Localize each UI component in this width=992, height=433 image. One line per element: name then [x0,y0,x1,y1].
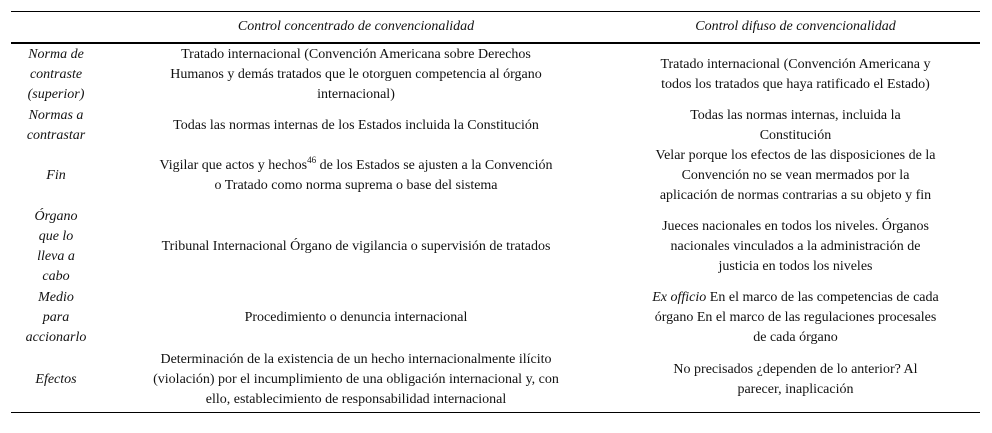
label-line: (superior) [27,87,85,102]
cell-concentrado [101,348,611,413]
text-line: (violación) por el incumplimiento de una obligación internacional y, con [153,372,559,387]
cell-difuso [611,288,980,348]
text-line: Todas las normas internas de los Estados incluida la Constitución [173,118,539,133]
text-line: No precisados ¿dependen de lo anterior? Al [673,362,918,377]
italic-term: Ex officio [652,290,707,305]
row-label-medio [11,288,101,348]
label-line: Normas a [28,108,84,123]
text-line: ello, establecimiento de responsabilidad internacional [205,392,507,407]
text-line: o Tratado como norma suprema o base del sistema [214,178,498,193]
text-fragment: Vigilar que actos y hechos [159,158,308,173]
label-line: contraste [29,67,83,82]
text-line: nacionales vinculados a la administración de [670,239,921,254]
text-line: parecer, inaplicación [737,382,854,397]
label-line: contrastar [26,128,86,143]
text-line: Constitución [759,128,832,143]
text-line: Determinación de la existencia de un hecho internacionalmente ilícito [160,352,552,367]
cell-concentrado [101,43,611,106]
cell-difuso [611,43,980,106]
footnote-marker: 46 [307,155,317,165]
text-line: aplicación de normas contrarias a su objeto y fin [659,188,932,203]
text-line: de cada órgano [753,330,838,345]
label-line: que lo [38,229,74,244]
row-label-efectos [11,348,101,413]
text-line: Procedimiento o denuncia internacional [244,310,468,325]
label-line: Efectos [35,372,77,387]
row-label-fin [11,146,101,206]
text-line: justicia en todos los niveles [718,259,873,274]
text-line: Convención no se vean mermados por la [681,168,910,183]
table-row [11,206,980,288]
cell-concentrado [101,106,611,146]
label-line: cabo [42,269,70,284]
cell-difuso [611,348,980,413]
table-row [11,288,980,348]
row-label-normas-a-contrastar [11,106,101,146]
row-label-norma-de-contraste [11,43,101,106]
label-line: para [42,310,70,325]
label-line: lleva a [37,249,75,264]
header-concentrado: Control concentrado de convencionalidad [237,19,475,34]
table-header-row [11,12,980,44]
label-line: accionarlo [25,330,87,345]
table-row [11,43,980,106]
cell-concentrado [101,206,611,288]
text-line: Velar porque los efectos de las disposiciones de la [655,148,936,163]
text-line: Humanos y demás tratados que le otorguen competencia al órgano [170,67,542,82]
text-line: internacional) [317,87,395,102]
cell-concentrado [101,288,611,348]
label-line: Fin [46,168,66,183]
text-line: Tratado internacional (Convención Americana y [660,57,931,72]
row-label-organo [11,206,101,288]
cell-concentrado [101,146,611,206]
text-fragment: de los Estados se ajusten a la Convención [316,158,553,173]
text-line: órgano En el marco de las regulaciones procesales [654,310,937,325]
cell-difuso [611,146,980,206]
text-fragment: En el marco de las competencias de cada [706,290,939,305]
table-row [11,146,980,206]
table-row [11,106,980,146]
text-line: Tribunal Internacional Órgano de vigilancia o supervisión de tratados [161,239,551,254]
text-line: Jueces nacionales en todos los niveles. Órganos [662,219,929,234]
cell-difuso [611,206,980,288]
label-line: Norma de [28,47,84,62]
text-line: Tratado internacional (Convención Americana sobre Derechos [181,47,531,62]
comparison-table [11,11,980,413]
cell-difuso [611,106,980,146]
table-row [11,348,980,413]
text-line: todos los tratados que haya ratificado el Estado) [661,77,930,92]
header-difuso: Control difuso de convencionalidad [695,19,896,34]
text-line: Todas las normas internas, incluida la [690,108,901,123]
header-empty-cell [11,12,101,44]
label-line: Medio [38,290,74,305]
label-line: Órgano [34,209,78,224]
